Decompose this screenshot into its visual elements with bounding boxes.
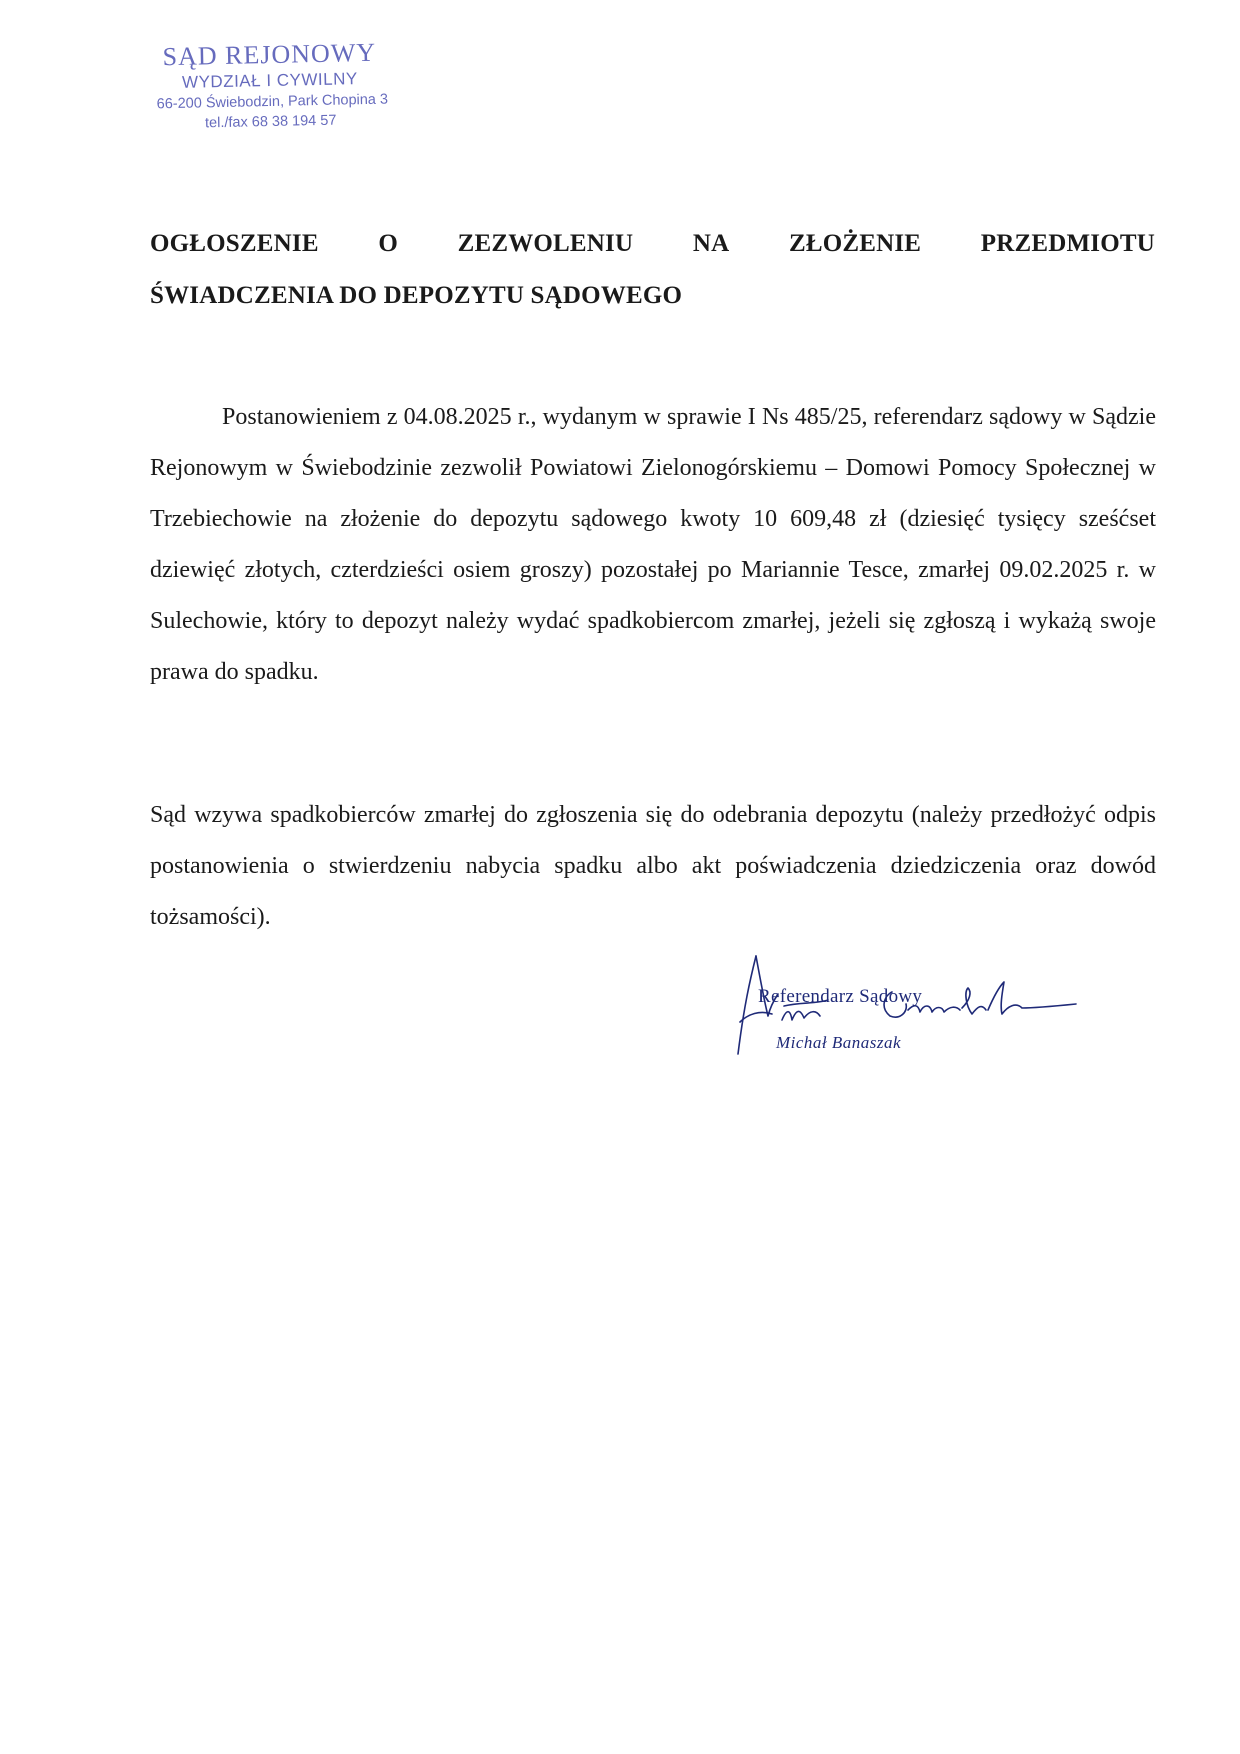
body-paragraph-decision: Postanowieniem z 04.08.2025 r., wydanym w sprawie I Ns 485/25, referendarz sądowy w Sądzie Rejonowym w Świebodzinie zezwolił Powiatowi Zielonogórskiemu – Domowi Pomocy Społecznej w Trzebiechowie na złożenie do depozytu sądowego kwoty 10 609,48 zł (dziesięć tysięcy sześćset dziewięć złotych, czterdzieści osiem groszy) pozostałej po Mariannie Tesce, zmarłej 09.02.2025 r. w Sulechowie, który to depozyt należy wydać spadkobiercom zmarłej, jeżeli się zgłoszą i wykażą swoje prawa do spadku. [150, 404, 1156, 685]
title-word: OGŁOSZENIE [150, 230, 319, 257]
title-word: PRZEDMIOTU [980, 230, 1155, 257]
stamp-court-name: SĄD REJONOWY [162, 37, 377, 72]
title-word: ZEZWOLENIU [457, 230, 634, 257]
court-stamp [139, 37, 401, 134]
document-title [150, 218, 1155, 322]
signature-title: Referendarz Sądowy [758, 986, 923, 1007]
stamp-department: WYDZIAŁ I CYWILNY [181, 69, 358, 92]
title-word: NA [692, 230, 730, 257]
title-word: ZŁOŻENIE [788, 230, 922, 257]
stamp-phone: tel./fax 68 38 194 57 [204, 112, 337, 132]
title-line-1 [150, 218, 1155, 270]
signature-name: Michał Banaszak [776, 1033, 902, 1052]
body-paragraph-summons: Sąd wzywa spadkobierców zmarłej do zgłoszenia się do odebrania depozytu (należy przedłożyć odpis postanowienia o stwierdzeniu nabycia spadku albo akt poświadczenia dziedziczenia oraz dowód tożsamości). [150, 802, 1156, 930]
title-line-2: ŚWIADCZENIA DO DEPOZYTU SĄDOWEGO [150, 282, 683, 309]
stamp-address: 66-200 Świebodzin, Park Chopina 3 [156, 91, 389, 113]
signature-block [720, 950, 1100, 1060]
title-word: O [378, 230, 398, 257]
